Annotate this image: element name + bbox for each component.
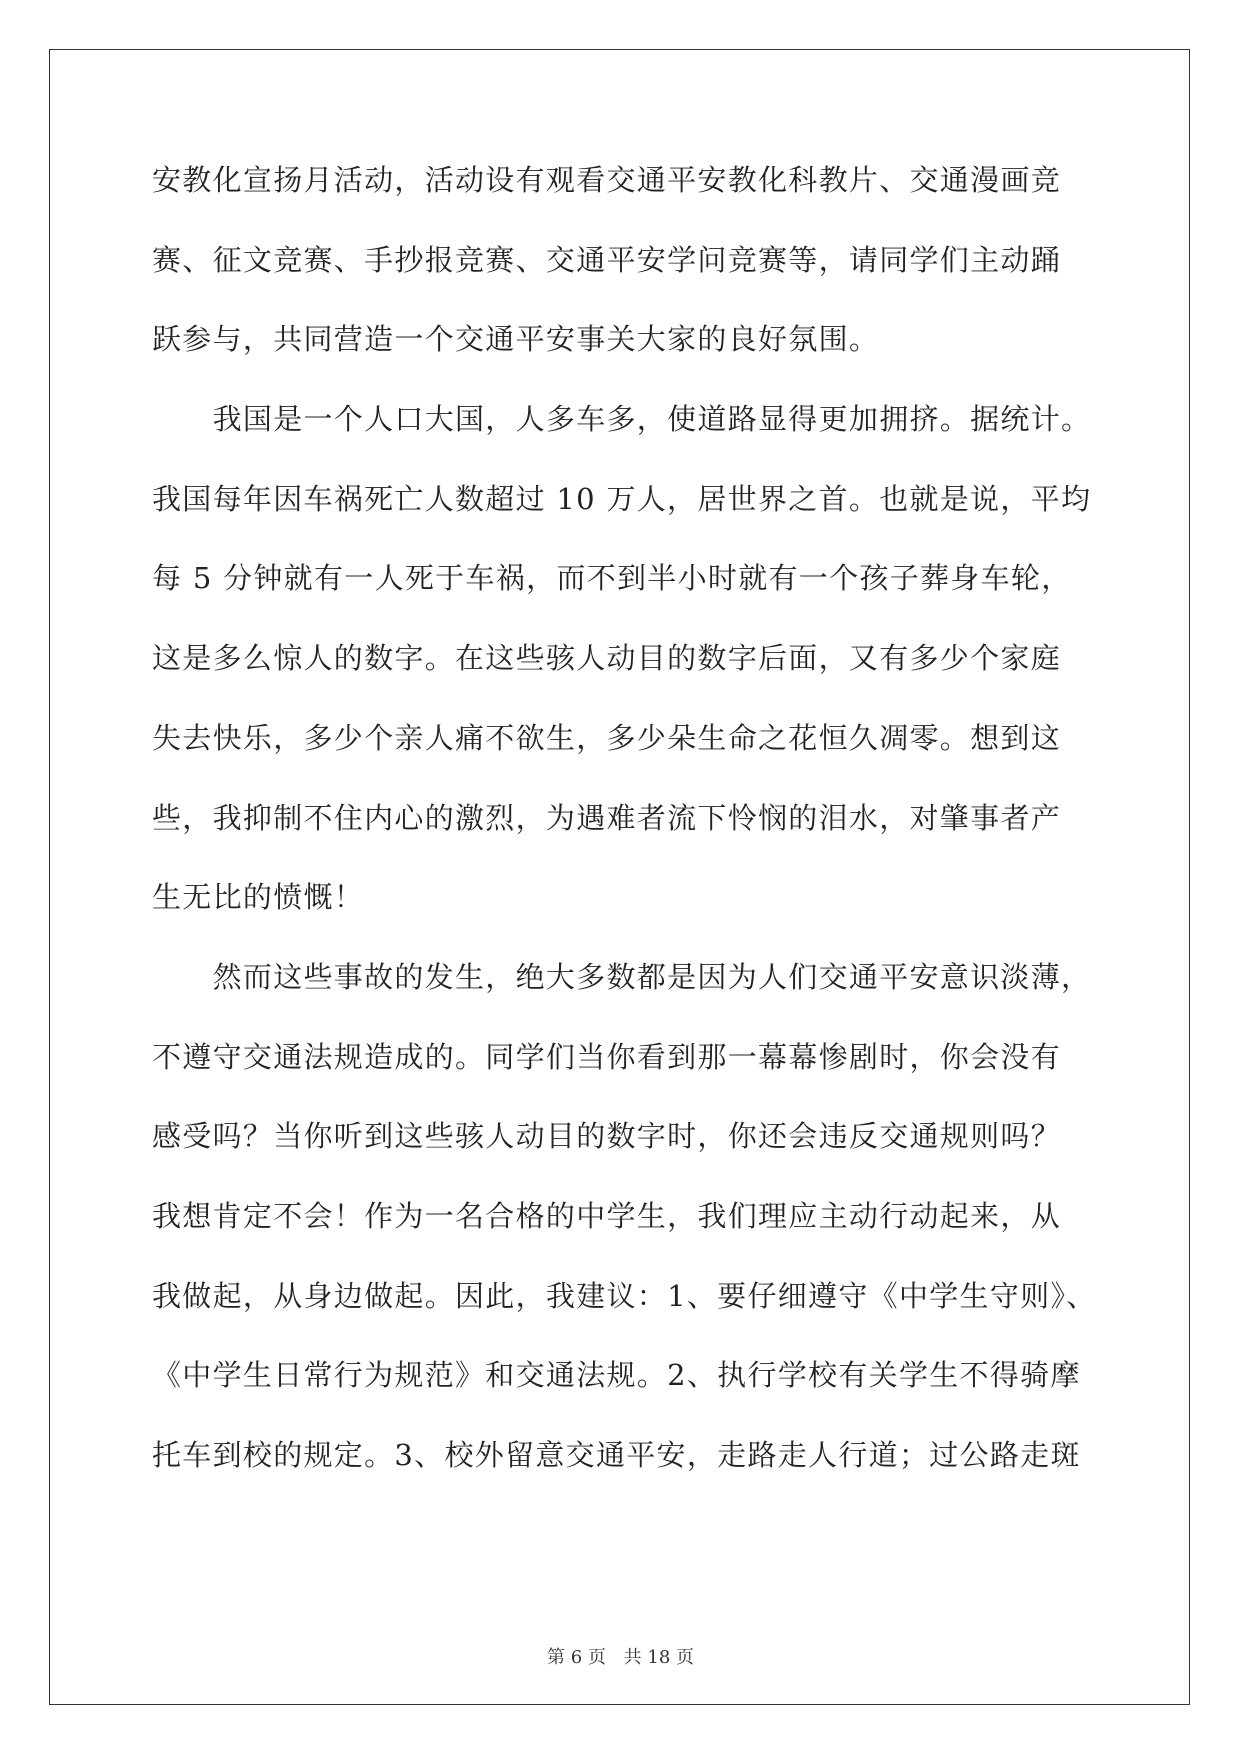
page-number: 第 6 页	[547, 1647, 606, 1668]
text-line: 不遵守交通法规造成的。同学们当你看到那一幕幕惨剧时，你会没有	[152, 1039, 1062, 1074]
text-line: 我国每年因车祸死亡人数超过 10 万人，居世界之首。也就是说，平均	[152, 481, 1092, 516]
text-line: 失去快乐，多少个亲人痛不欲生，多少朵生命之花恒久凋零。想到这	[152, 720, 1062, 755]
text-line: 安教化宣扬月活动，活动设有观看交通平安教化科教片、交通漫画竞	[152, 163, 1062, 197]
text-line: 每 5 分钟就有一人死于车祸，而不到半小时就有一个孩子葬身车轮，	[152, 561, 1072, 596]
text-line: 些，我抑制不住内心的激烈，为遇难者流下怜悯的泪水，对肇事者产	[152, 800, 1062, 835]
text-line: 我想肯定不会！作为一名合格的中学生，我们理应主动行动起来，从	[152, 1198, 1062, 1233]
text-line: 托车到校的规定。3、校外留意交通平安，走路走人行道；过公路走斑	[152, 1438, 1081, 1472]
document-body	[152, 160, 1097, 1515]
text-line: 赛、征文竞赛、手抄报竞赛、交通平安学问竞赛等，请同学们主动踊	[152, 242, 1062, 277]
text-line: 然而这些事故的发生，绝大多数都是因为人们交通平安意识淡薄，	[152, 959, 1092, 994]
text-line: 我国是一个人口大国，人多车多，使道路显得更加拥挤。据统计。	[152, 402, 1092, 437]
text-line: 我做起，从身边做起。因此，我建议：1、要仔细遵守《中学生守则》、	[152, 1278, 1097, 1313]
page-footer	[0, 1643, 1241, 1669]
text-line: 这是多么惊人的数字。在这些骇人动目的数字后面，又有多少个家庭	[152, 641, 1062, 676]
page-total: 共 18 页	[623, 1647, 694, 1668]
text-line: 感受吗？当你听到这些骇人动目的数字时，你还会违反交通规则吗？	[152, 1119, 1062, 1154]
text-line: 生无比的愤慨！	[152, 880, 365, 915]
text-line: 《中学生日常行为规范》和交通法规。2、执行学校有关学生不得骑摩	[152, 1358, 1081, 1393]
text-line: 跃参与，共同营造一个交通平安事关大家的良好氛围。	[152, 322, 880, 357]
